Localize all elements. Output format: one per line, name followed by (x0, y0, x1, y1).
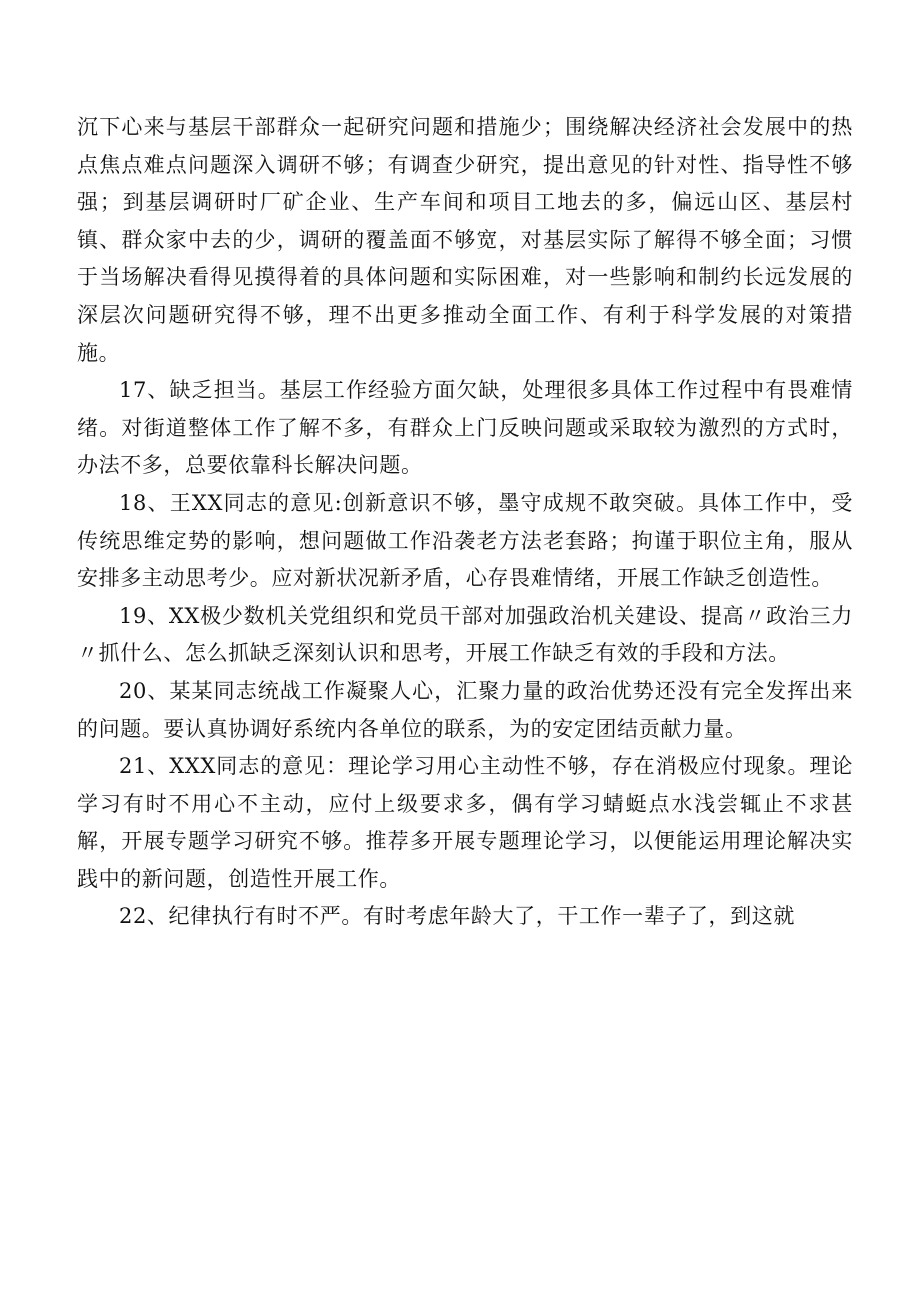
paragraph-item-20: 20、某某同志统战工作凝聚人心，汇聚力量的政治优势还没有完全发挥出来的问题。要认真协调好系统内各单位的联系，为的安定团结贡献力量。 (77, 678, 853, 741)
paragraph-item-18: 18、王XX同志的意见:创新意识不够，墨守成规不敢突破。具体工作中，受传统思维定势的影响，想问题做工作沿袭老方法老套路；拘谨于职位主角，服从安排多主动思考少。应对新状况新矛盾，心存畏难情绪，开展工作缺乏创造性。 (77, 490, 853, 591)
paragraph-item-21: 21、XXX同志的意见：理论学习用心主动性不够，存在消极应付现象。理论学习有时不用心不主动，应付上级要求多，偶有学习蜻蜓点水浅尝辄止不求甚解，开展专题学习研究不够。推荐多开展专题理论学习，以便能运用理论解决实践中的新问题，创造性开展工作。 (77, 754, 853, 891)
document-body (77, 109, 853, 936)
paragraph-item-22: 22、纪律执行有时不严。有时考虑年龄大了，干工作一辈子了，到这就 (119, 904, 795, 929)
paragraph-item-19: 19、XX极少数机关党组织和党员干部对加强政治机关建设、提高〃政治三力〃抓什么、怎么抓缺乏深刻认识和思考，开展工作缺乏有效的手段和方法。 (77, 603, 853, 666)
paragraph-item-17: 17、缺乏担当。基层工作经验方面欠缺，处理很多具体工作过程中有畏难情绪。对街道整体工作了解不多，有群众上门反映问题或采取较为激烈的方式时，办法不多，总要依靠科长解决问题。 (77, 378, 853, 478)
paragraph-continued: 沉下心来与基层干部群众一起研究问题和措施少；围绕解决经济社会发展中的热点焦点难点问题深入调研不够；有调查少研究，提出意见的针对性、指导性不够强；到基层调研时厂矿企业、生产车间和项目工地去的多，偏远山区、基层村镇、群众家中去的少，调研的覆盖面不够宽，对基层实际了解得不够全面；习惯于当场解决看得见摸得着的具体问题和实际困难，对一些影响和制约长远发展的深层次问题研究得不够，理不出更多推动全面工作、有利于科学发展的对策措施。 (77, 115, 853, 365)
